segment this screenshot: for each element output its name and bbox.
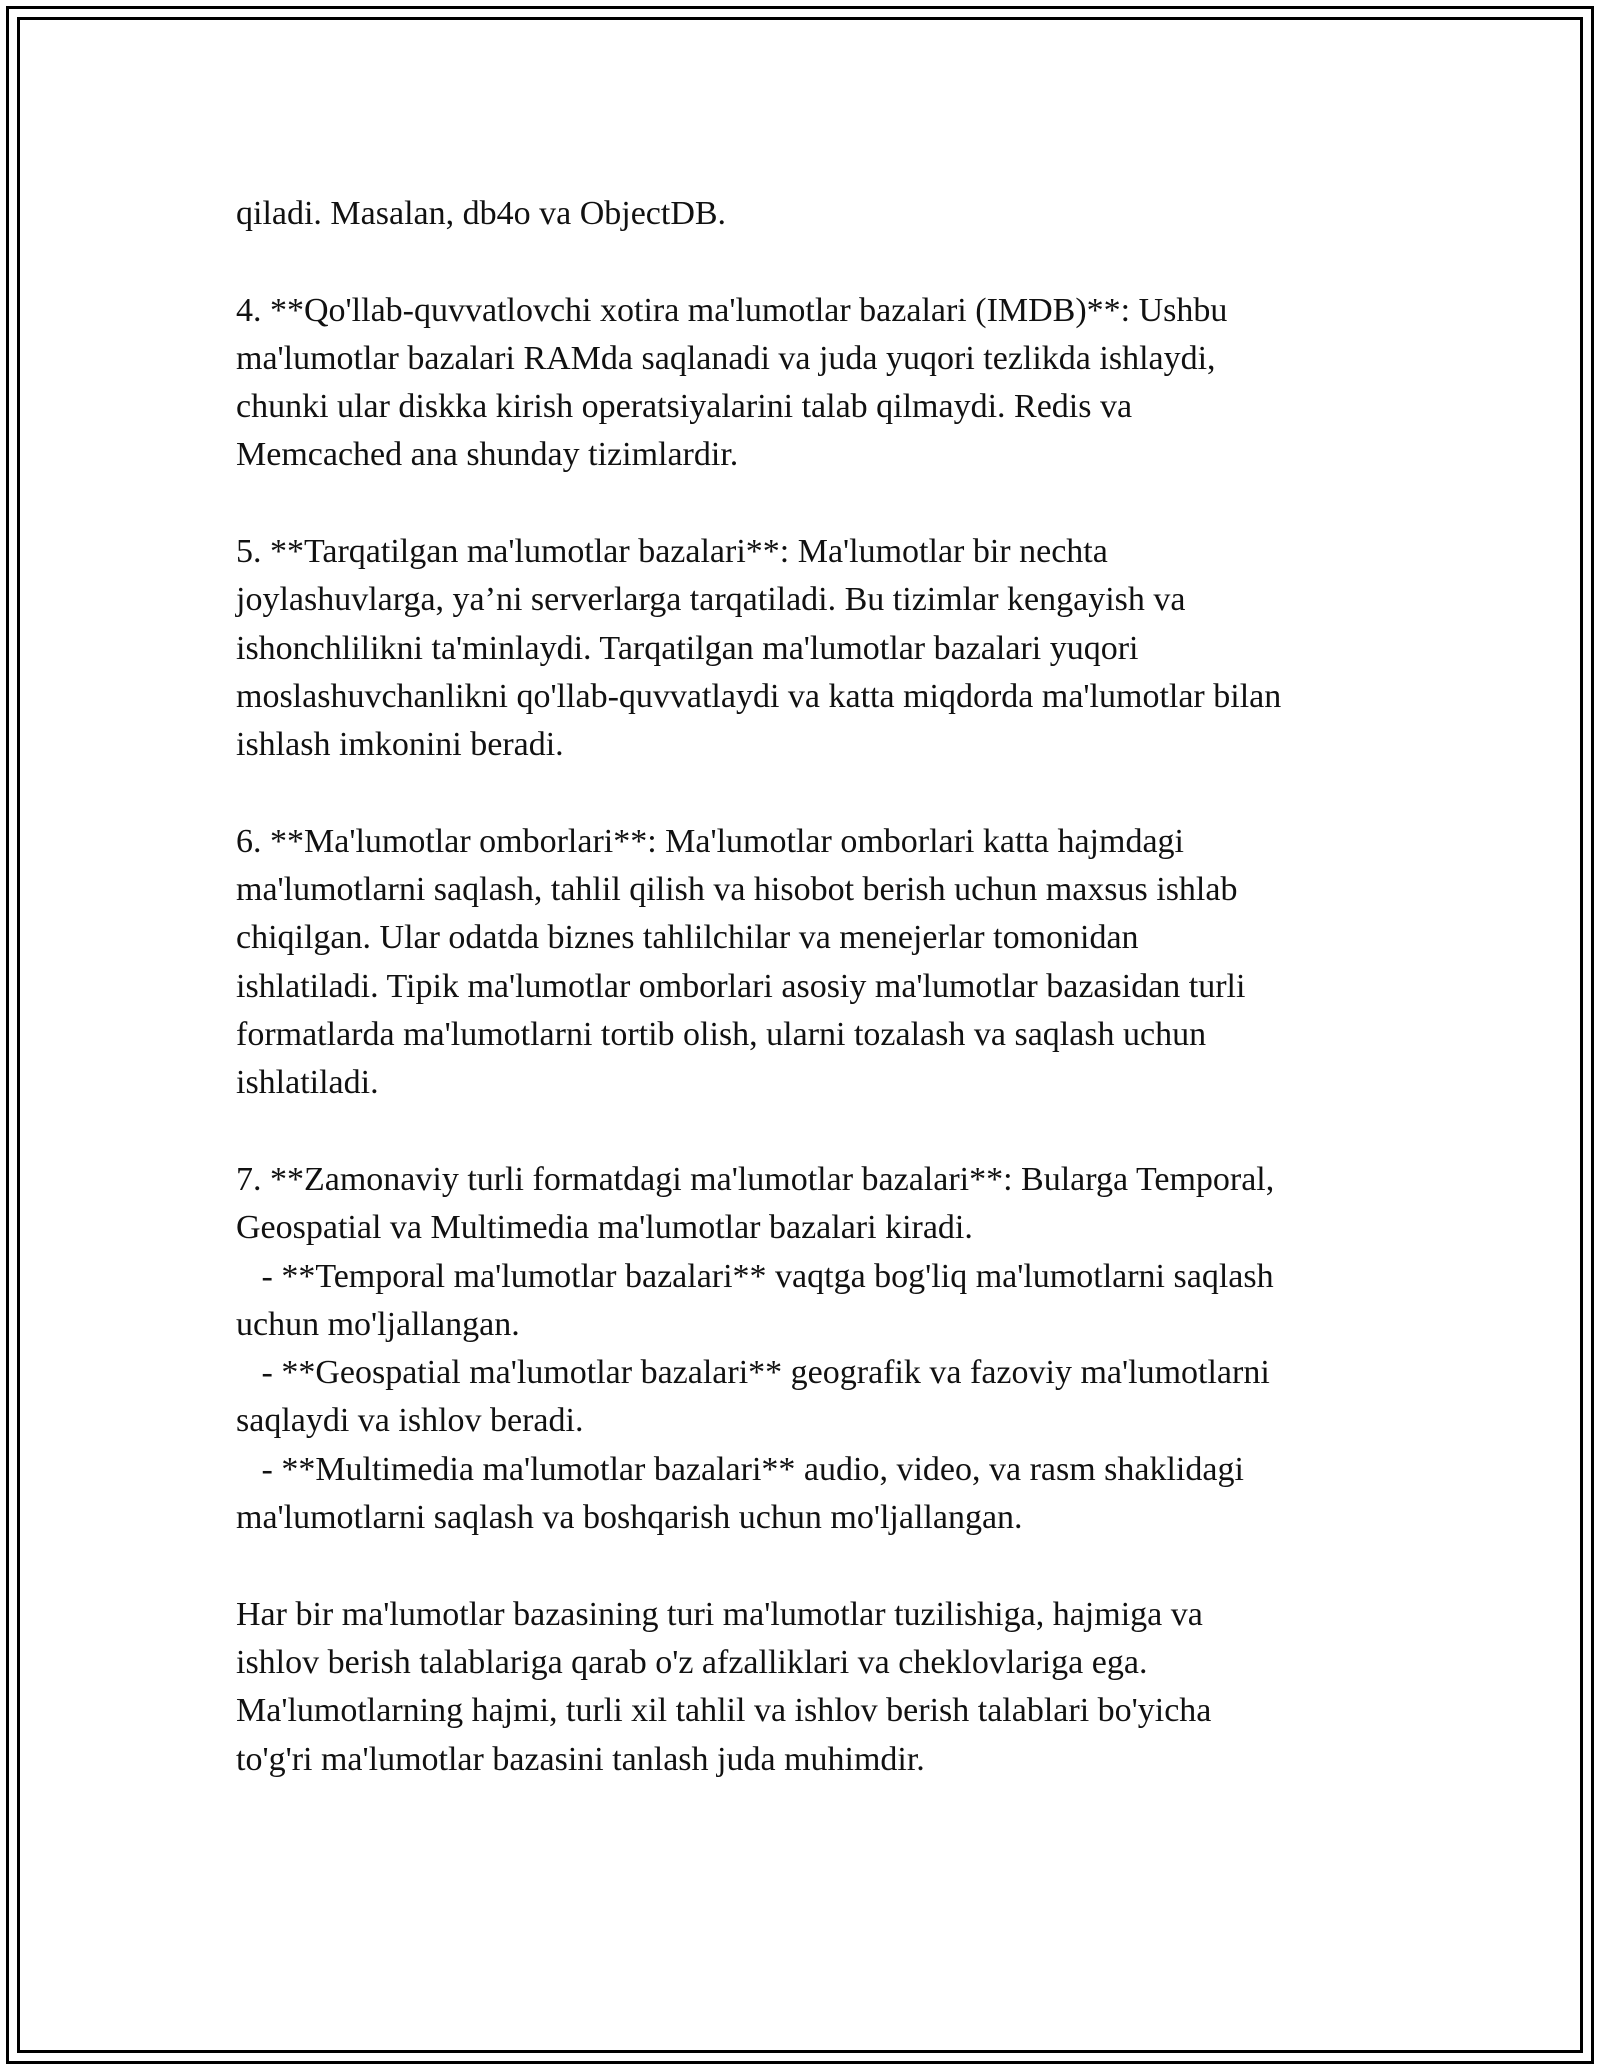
text-line: moslashuvchanlikni qo'llab-quvvatlaydi va katta miqdorda ma'lumotlar bilan: [236, 677, 1282, 715]
text-line: to'g'ri ma'lumotlar bazasini tanlash juda muhimdir.: [236, 1740, 925, 1778]
text-line: 4. **Qo'llab-quvvatlovchi xotira ma'lumotlar bazalari (IMDB)**: Ushbu: [236, 291, 1228, 329]
text-line: joylashuvlarga, ya’ni serverlarga tarqatiladi. Bu tizimlar kengayish va: [236, 581, 1186, 619]
paragraph-gap: [236, 238, 1376, 286]
paragraph-gap: [236, 1542, 1376, 1590]
text-line: chiqilgan. Ular odatda biznes tahlilchilar va menejerlar tomonidan: [236, 919, 1139, 957]
text-line: ishonchlilikni ta'minlaydi. Tarqatilgan ma'lumotlar bazalari yuqori: [236, 629, 1139, 667]
text-line: - **Geospatial ma'lumotlar bazalari** geografik va fazoviy ma'lumotlarni: [236, 1354, 1270, 1392]
text-line: - **Multimedia ma'lumotlar bazalari** audio, video, va rasm shaklidagi: [236, 1450, 1244, 1488]
text-line: ishlatiladi.: [236, 1064, 379, 1102]
text-line: ishlash imkonini beradi.: [236, 726, 564, 764]
text-line: 6. **Ma'lumotlar omborlari**: Ma'lumotlar omborlari katta hajmdagi: [236, 822, 1184, 860]
text-line: Ma'lumotlarning hajmi, turli xil tahlil va ishlov berish talablari bo'yicha: [236, 1692, 1212, 1730]
text-line: 5. **Tarqatilgan ma'lumotlar bazalari**: Ma'lumotlar bir nechta: [236, 533, 1108, 571]
text-line: saqlaydi va ishlov beradi.: [236, 1402, 584, 1440]
text-line: ma'lumotlarni saqlash va boshqarish uchun mo'ljallangan.: [236, 1499, 1023, 1537]
text-line: ma'lumotlar bazalari RAMda saqlanadi va juda yuqori tezlikda ishlaydi,: [236, 339, 1216, 377]
text-line: formatlarda ma'lumotlarni tortib olish, ularni tozalash va saqlash uchun: [236, 1016, 1207, 1054]
paragraph-gap: [236, 1108, 1376, 1156]
paragraph-gap: [236, 480, 1376, 528]
text-line: Geospatial va Multimedia ma'lumotlar bazalari kiradi.: [236, 1209, 973, 1247]
document-body: [236, 190, 1376, 1784]
text-line: - **Temporal ma'lumotlar bazalari** vaqtga bog'liq ma'lumotlarni saqlash: [236, 1257, 1274, 1295]
text-line: qiladi. Masalan, db4o va ObjectDB.: [236, 195, 727, 232]
text-line: 7. **Zamonaviy turli formatdagi ma'lumotlar bazalari**: Bularga Temporal,: [236, 1160, 1275, 1198]
text-line: ma'lumotlarni saqlash, tahlil qilish va hisobot berish uchun maxsus ishlab: [236, 871, 1238, 909]
text-line: ishlov berish talablariga qarab o'z afzalliklari va cheklovlariga ega.: [236, 1643, 1148, 1681]
paragraph-gap: [236, 770, 1376, 818]
text-line: Memcached ana shunday tizimlardir.: [236, 436, 739, 474]
text-line: ishlatiladi. Tipik ma'lumotlar omborlari asosiy ma'lumotlar bazasidan turli: [236, 967, 1246, 1005]
text-line: Har bir ma'lumotlar bazasining turi ma'lumotlar tuzilishiga, hajmiga va: [236, 1595, 1203, 1633]
text-line: uchun mo'ljallangan.: [236, 1305, 520, 1343]
text-line: chunki ular diskka kirish operatsiyalarini talab qilmaydi. Redis va: [236, 388, 1133, 426]
